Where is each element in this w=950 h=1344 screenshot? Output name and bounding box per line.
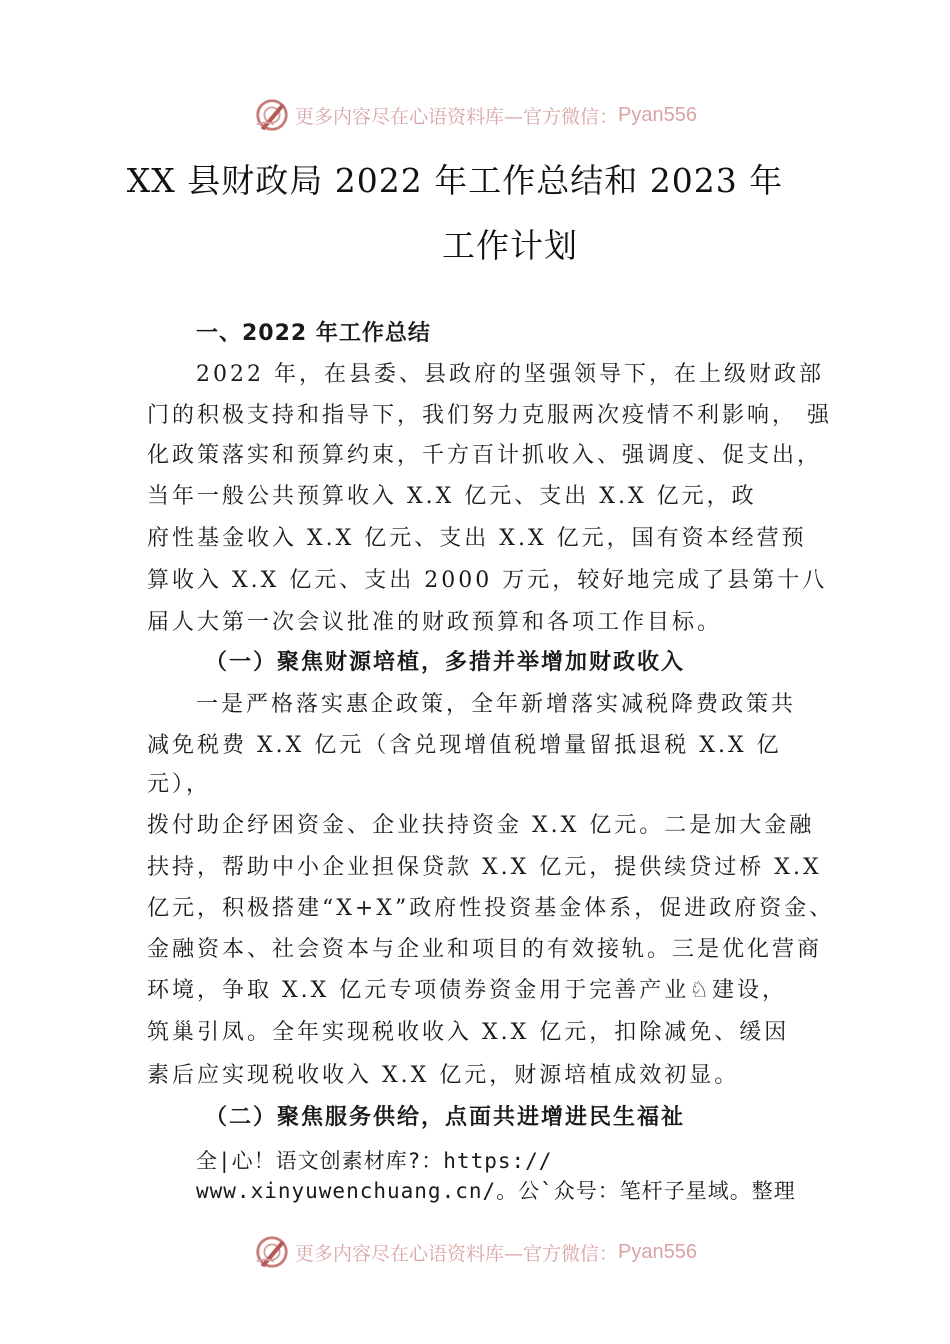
paragraph-line: 减免税费 X.X 亿元（含兑现增值税增量留抵退税 X.X 亿 [147, 733, 782, 758]
paragraph-line: 府性基金收入 X.X 亿元、支出 X.X 亿元，国有资本经营预 [147, 526, 807, 551]
watermark-text: 更多内容尽在心语资料库—官方微信： [295, 105, 619, 128]
paragraph-line: 届人大第一次会议批准的财政预算和各项工作目标。 [147, 610, 723, 635]
paragraph-line: 扶持，帮助中小企业担保贷款 X.X 亿元，提供续贷过桥 X.X [147, 855, 822, 880]
paragraph-line: 金融资本、社会资本与企业和项目的有效接轨。三是优化营商 [147, 937, 823, 962]
paragraph-line: 2022 年，在县委、县政府的坚强领导下，在上级财政部 [196, 362, 824, 387]
watermark-banner-bottom [0, 1232, 950, 1272]
paragraph-line: 亿元，积极搭建“X+X”政府性投资基金体系，促进政府资金、 [147, 896, 835, 921]
section-heading-1: 一、2022 年工作总结 [196, 321, 431, 346]
document-title-line1: XX 县财政局 2022 年工作总结和 2023 年 [126, 161, 784, 200]
paragraph-line: 素后应实现税收收入 X.X 亿元，财源培植成效初显。 [147, 1063, 740, 1088]
document-title-line2: 工作计划 [442, 226, 578, 265]
paragraph-line: 当年一般公共预算收入 X.X 亿元、支出 X.X 亿元，政 [147, 484, 757, 509]
source-line: www.xinyuwenchuang.cn/。公`众号：笔杆子星域。整理 [196, 1179, 796, 1203]
subsection-heading-1: （一）聚焦财源培植，多措并举增加财政收入 [205, 649, 686, 675]
paragraph-line: 门的积极支持和指导下，我们努力克服两次疫情不利影响， 强 [147, 403, 832, 428]
watermark-logo-icon [253, 96, 291, 134]
watermark-account: Pyan556 [618, 1240, 697, 1263]
paragraph-line: 元）， [147, 772, 212, 797]
paragraph-line: 一是严格落实惠企政策，全年新增落实减税降费政策共 [196, 692, 797, 717]
paragraph-line: 算收入 X.X 亿元、支出 2000 万元，较好地完成了县第十八 [147, 568, 828, 593]
watermark-text: 更多内容尽在心语资料库—官方微信： [295, 1242, 619, 1265]
watermark-banner-top [0, 95, 950, 135]
paragraph-line: 筑巢引凤。全年实现税收收入 X.X 亿元，扣除减免、缓因 [147, 1020, 790, 1045]
watermark-logo-icon [253, 1233, 291, 1271]
watermark-account: Pyan556 [618, 103, 697, 126]
paragraph-line: 环境，争取 X.X 亿元专项债券资金用于完善产业♘建设， [147, 978, 788, 1003]
paragraph-line: 拨付助企纾困资金、企业扶持资金 X.X 亿元。二是加大金融 [147, 813, 815, 838]
paragraph-line: 化政策落实和预算约束，千方百计抓收入、强调度、促支出， [147, 443, 823, 468]
subsection-heading-2: （二）聚焦服务供给，点面共进增进民生福祉 [205, 1104, 686, 1130]
source-line: 全|心！语文创素材库?：https:// [196, 1149, 553, 1173]
